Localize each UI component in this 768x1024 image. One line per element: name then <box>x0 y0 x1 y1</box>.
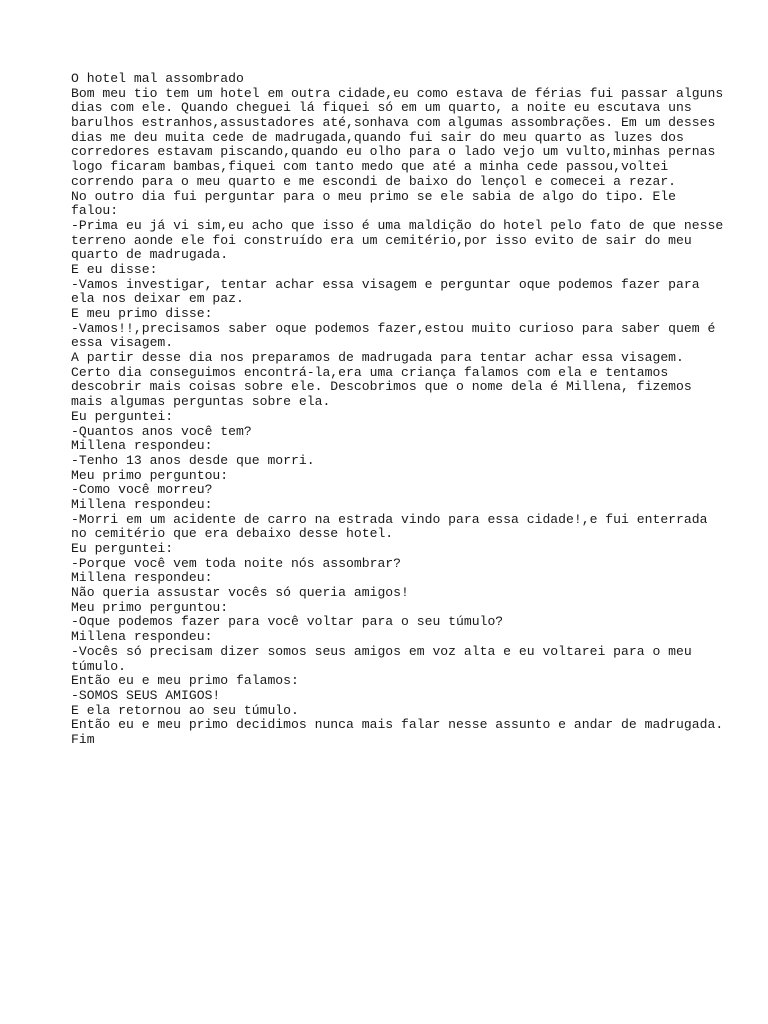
text-line: E ela retornou ao seu túmulo. <box>71 702 299 718</box>
text-line: Eu perguntei: <box>71 541 174 556</box>
text-line: ela nos deixar em paz. <box>71 291 244 307</box>
text-line: -Vamos investigar, tentar achar essa visagem e perguntar oque podemos fazer para <box>71 276 700 292</box>
text-line: -Prima eu já vi sim,eu acho que isso é uma maldição do hotel pelo fato de que nesse <box>71 217 724 233</box>
text-line: Então eu e meu primo falamos: <box>71 673 299 689</box>
text-line: terreno aonde ele foi construído era um cemitério,por isso evito de sair do meu <box>71 232 692 248</box>
text-line: Millena respondeu: <box>71 438 213 454</box>
text-line: -Vocês só precisam dizer somos seus amigos em voz alta e eu voltarei para o meu <box>71 643 692 659</box>
text-line: E eu disse: <box>71 261 158 277</box>
text-line: Meu primo perguntou: <box>71 599 229 615</box>
text-line: dias me deu muita cede de madrugada,quando fui sair do meu quarto as luzes dos <box>71 129 684 145</box>
text-line: Não queria assustar vocês só queria amigos! <box>71 585 409 601</box>
text-line: Millena respondeu: <box>71 629 213 645</box>
text-line: -Tenho 13 anos desde que morri. <box>71 452 315 468</box>
text-line: -SOMOS SEUS AMIGOS! <box>71 687 221 703</box>
text-line: essa visagem. <box>71 335 174 351</box>
text-line: Bom meu tio tem um hotel em outra cidade,eu como estava de férias fui passar alguns <box>71 85 724 101</box>
text-line: descobrir mais coisas sobre ele. Descobrimos que o nome dela é Millena, fizemos <box>71 379 692 395</box>
document-title: O hotel mal assombrado <box>71 71 244 86</box>
text-line: dias com ele. Quando cheguei lá fiquei só em um quarto, a noite eu escutava uns <box>71 100 692 116</box>
text-line: -Morri em um acidente de carro na estrada vindo para essa cidade!,e fui enterrada <box>71 511 708 527</box>
text-line: -Quantos anos você tem? <box>71 423 252 439</box>
text-line: barulhos estranhos,assustadores até,sonhava com algumas assombrações. Em um desses <box>71 115 716 131</box>
text-line: no cemitério que era debaixo desse hotel. <box>71 526 394 542</box>
text-line: No outro dia fui perguntar para o meu primo se ele sabia de algo do tipo. Ele <box>71 188 677 204</box>
text-line: correndo para o meu quarto e me escondi de baixo do lençol e comecei a rezar. <box>71 173 677 189</box>
text-line: corredores estavam piscando,quando eu olho para o lado vejo um vulto,minhas pernas <box>71 144 716 160</box>
text-line: -Vamos!!,precisamos saber oque podemos fazer,estou muito curioso para saber quem é <box>71 320 716 336</box>
text-line: A partir desse dia nos preparamos de madrugada para tentar achar essa visagem. <box>71 350 684 366</box>
text-line: Meu primo perguntou: <box>71 467 229 483</box>
text-line: E meu primo disse: <box>71 306 213 321</box>
text-line: Millena respondeu: <box>71 496 213 512</box>
text-line: mais algumas perguntas sobre ela. <box>71 394 331 410</box>
document-end: Fim <box>71 731 95 747</box>
document-page <box>71 71 724 748</box>
text-line: -Oque podemos fazer para você voltar para o seu túmulo? <box>71 614 504 630</box>
text-line: quarto de madrugada. <box>71 247 229 263</box>
text-line: túmulo. <box>71 658 127 674</box>
text-line: Certo dia conseguimos encontrá-la,era uma criança falamos com ela e tentamos <box>71 364 669 380</box>
text-line: Millena respondeu: <box>71 570 213 586</box>
text-line: falou: <box>71 203 119 219</box>
text-line: -Porque você vem toda noite nós assombrar? <box>71 555 402 571</box>
text-line: logo ficaram bambas,fiquei com tanto medo que até a minha cede passou,voltei <box>71 159 669 175</box>
text-line: -Como você morreu? <box>71 482 213 498</box>
text-line: Então eu e meu primo decidimos nunca mais falar nesse assunto e andar de madrugada. <box>71 717 724 733</box>
text-line: Eu perguntei: <box>71 408 174 424</box>
